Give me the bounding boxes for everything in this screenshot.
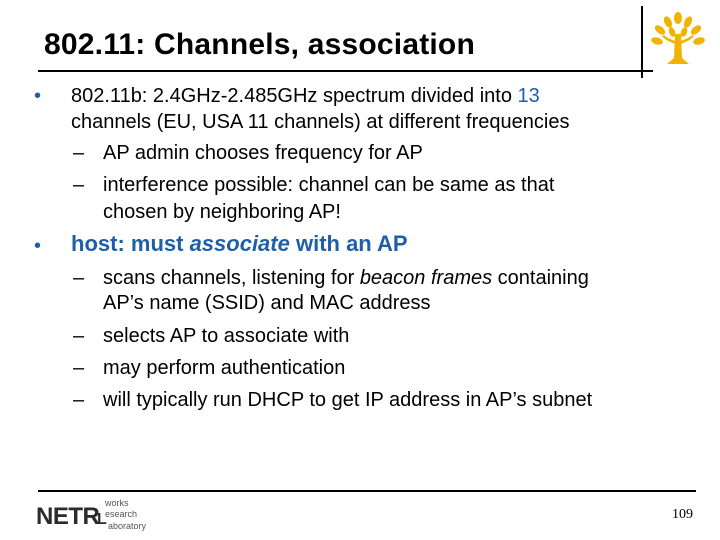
dash-marker: –: [73, 325, 85, 347]
netrl-logo-works: works: [105, 498, 129, 508]
bullet2-sub3: may perform authentication: [103, 357, 346, 379]
netrl-logo-esearch: esearch: [105, 509, 138, 519]
netrl-logo-aboratory: aboratory: [108, 521, 147, 531]
tree-logo-icon: [648, 10, 708, 70]
bullet1-sub1: AP admin chooses frequency for AP: [103, 142, 423, 164]
bullet2-sub4: will typically run DHCP to get IP address in AP’s subnet: [103, 389, 593, 411]
bullet-marker: •: [34, 85, 42, 107]
bullet2-sub1-line2: AP’s name (SSID) and MAC address: [103, 292, 431, 314]
netrl-logo-main: NETR: [36, 503, 100, 530]
bullet1-line1-text: 802.11b: 2.4GHz-2.485GHz spectrum divided into: [71, 85, 518, 107]
bullet2-heading-suffix: with an AP: [289, 231, 408, 256]
bullet1-highlight-13: 13: [517, 85, 540, 107]
bullet1-sub2-line1: interference possible: channel can be same as that: [103, 174, 555, 196]
page-number: 109: [672, 507, 693, 522]
bullet-marker: •: [34, 235, 42, 257]
dash-marker: –: [73, 389, 85, 411]
bullet2-heading: [71, 232, 408, 256]
netrl-logo-l: L: [97, 511, 107, 528]
slide-title: 802.11: Channels, association: [44, 28, 475, 61]
dash-marker: –: [73, 174, 85, 196]
netrl-logo: [36, 497, 147, 535]
footer-rule: [38, 490, 696, 492]
dash-marker: –: [73, 357, 85, 379]
dash-marker: –: [73, 142, 85, 164]
bullet2-sub1-suffix: containing: [492, 267, 589, 289]
title-vertical-divider: [641, 6, 643, 78]
bullet1-sub2-line2: chosen by neighboring AP!: [103, 201, 341, 223]
bullet2-sub1-italic: beacon frames: [359, 267, 493, 289]
bullet2-sub1-line1: [103, 266, 589, 290]
bullet2-heading-italic: associate: [189, 231, 290, 256]
title-underline: [38, 70, 653, 72]
bullet2-sub1-prefix: scans channels, listening for: [103, 267, 360, 289]
bullet1-line1: [71, 84, 540, 108]
bullet2-sub2: selects AP to associate with: [103, 325, 350, 347]
bullet1-line2: channels (EU, USA 11 channels) at different frequencies: [71, 111, 570, 133]
dash-marker: –: [73, 267, 85, 289]
bullet2-heading-prefix: host: must: [71, 231, 190, 256]
